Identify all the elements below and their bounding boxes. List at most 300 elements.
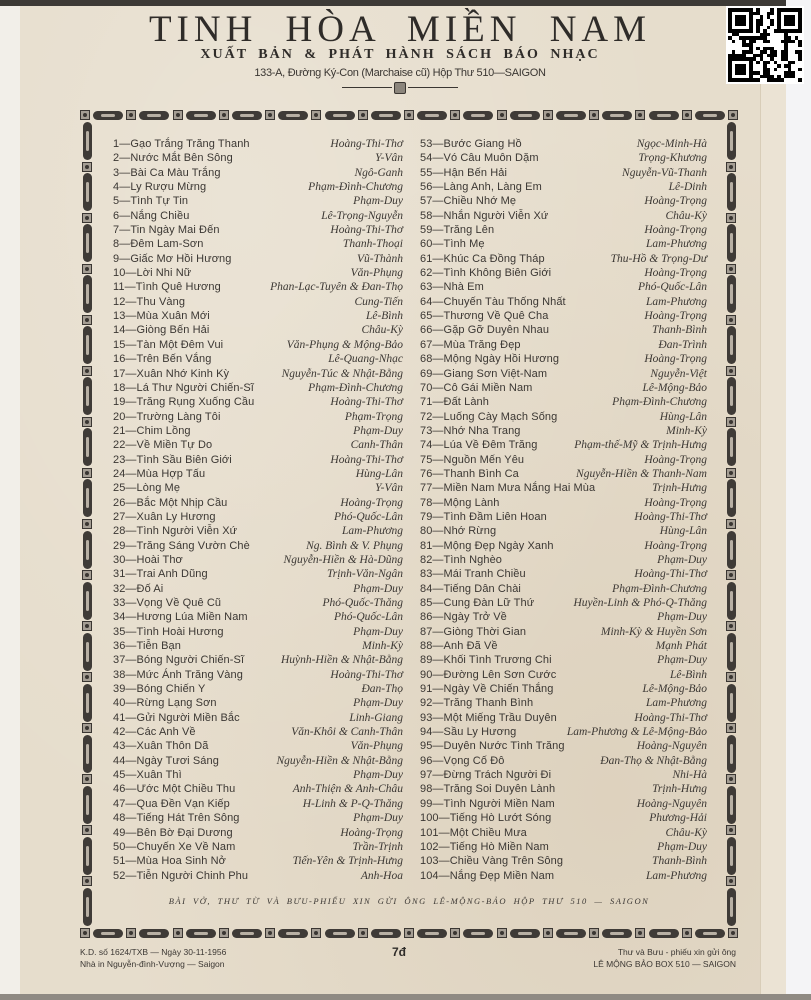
song-author: Hoàng-Thi-Thơ	[634, 510, 707, 523]
song-entry	[420, 697, 707, 711]
song-entry	[420, 827, 707, 841]
song-entry	[113, 253, 403, 267]
song-author: Mạnh Phát	[655, 640, 707, 653]
song-author: Lê-Mộng-Bảo	[642, 683, 707, 696]
song-author: Hoàng-Thi-Thơ	[634, 568, 707, 581]
song-author: Thanh-Bình	[652, 324, 707, 337]
song-author: Hoàng-Trọng	[644, 539, 707, 552]
song-title: 58—Nhắn Người Viễn Xứ	[420, 209, 549, 222]
song-title: 22—Về Miền Tự Do	[113, 439, 213, 452]
song-title: 92—Trăng Thanh Bình	[420, 697, 534, 710]
song-entry	[420, 468, 707, 482]
song-title: 31—Trai Anh Dũng	[113, 568, 208, 581]
song-title: 70—Cô Gái Miền Nam	[420, 381, 533, 394]
song-title: 47—Qua Đền Vạn Kiếp	[113, 797, 230, 810]
song-entry	[113, 339, 403, 353]
song-author: Trọng-Khương	[638, 152, 707, 165]
song-title: 29—Trăng Sáng Vườn Chè	[113, 539, 250, 552]
song-title: 40—Rừng Lạng Sơn	[113, 697, 217, 710]
song-title: 9—Giấc Mơ Hồi Hương	[113, 252, 232, 265]
song-title: 19—Trăng Rụng Xuống Cầu	[113, 396, 255, 409]
song-author: Phó-Quốc-Lân	[638, 281, 707, 294]
song-author: Châu-Kỳ	[665, 826, 707, 839]
song-author: Lê-Trọng-Nguyễn	[321, 209, 403, 222]
song-entry	[113, 482, 403, 496]
ornament-divider-icon	[342, 82, 458, 94]
song-entry	[113, 783, 403, 797]
song-list-left	[113, 138, 403, 884]
song-title: 88—Anh Đã Về	[420, 640, 498, 653]
song-author: Lê-Mộng-Bảo	[642, 381, 707, 394]
song-author: Hoàng-Thi-Thơ	[634, 711, 707, 724]
song-entry	[113, 138, 403, 152]
song-author: Trần-Trịnh	[352, 840, 403, 853]
song-title: 50—Chuyến Xe Về Nam	[113, 840, 236, 853]
song-title: 14—Giòng Bến Hải	[113, 324, 210, 337]
chain-border-left	[80, 122, 94, 926]
song-author: Phạm-Đình-Chương	[308, 181, 403, 194]
song-author: Hoàng-Thi-Thơ	[330, 138, 403, 150]
song-title: 96—Vọng Cố Đô	[420, 754, 505, 767]
song-author: Phó-Quốc-Lân	[334, 611, 403, 624]
song-entry	[113, 439, 403, 453]
contact-line-2: LÊ MỘNG BẢO BOX 510 — SAIGON	[593, 959, 736, 969]
song-author: Hoàng-Nguyên	[636, 797, 707, 810]
song-title: 1—Gạo Trắng Trăng Thanh	[113, 138, 250, 150]
song-entry	[420, 181, 707, 195]
song-title: 100—Tiếng Hò Lướt Sóng	[420, 812, 552, 825]
song-entry	[113, 181, 403, 195]
song-author: Phạm-Trọng	[344, 410, 403, 423]
song-title: 38—Mức Ánh Trăng Vàng	[113, 668, 243, 681]
song-title: 83—Mái Tranh Chiều	[420, 568, 526, 581]
song-entry	[420, 597, 707, 611]
song-title: 37—Bóng Người Chiến-Sĩ	[113, 654, 245, 667]
song-entry	[113, 755, 403, 769]
song-title: 69—Giang Sơn Việt-Nam	[420, 367, 548, 380]
song-title: 102—Tiếng Hò Miền Nam	[420, 840, 549, 853]
song-author: Hùng-Lân	[659, 410, 707, 423]
song-title: 23—Tình Sầu Biên Giới	[113, 453, 232, 466]
imprint-printer: Nhà in Nguyễn-đình-Vượng — Saigon	[80, 959, 225, 969]
song-title: 45—Xuân Thì	[113, 769, 182, 782]
song-title: 5—Tình Tự Tin	[113, 195, 189, 208]
song-author: Nguyễn-Túc & Nhật-Bằng	[281, 367, 403, 380]
song-author: Phạm-Duy	[657, 654, 707, 667]
song-title: 10—Lời Nhi Nữ	[113, 267, 192, 280]
song-title: 41—Gửi Người Miền Bắc	[113, 711, 240, 724]
song-title: 81—Mộng Đẹp Ngày Xanh	[420, 539, 554, 552]
song-author: Lê-Bình	[669, 668, 707, 681]
song-title: 36—Tiễn Bạn	[113, 640, 181, 653]
song-author: Phan-Lạc-Tuyên & Đan-Thọ	[270, 281, 403, 294]
song-title: 62—Tình Không Biên Giới	[420, 267, 552, 280]
song-title: 101—Một Chiều Mưa	[420, 826, 527, 839]
song-entry	[113, 669, 403, 683]
song-title: 61—Khúc Ca Đồng Tháp	[420, 252, 545, 265]
song-entry	[113, 224, 403, 238]
song-entry	[113, 568, 403, 582]
song-entry	[113, 152, 403, 166]
publisher-subtitle: XUẤT BẢN & PHÁT HÀNH SÁCH BÁO NHẠC	[200, 47, 600, 62]
chain-border-top	[80, 108, 738, 122]
song-title: 84—Tiếng Dân Chài	[420, 582, 521, 595]
song-author: Ngô-Ganh	[354, 166, 403, 179]
song-title: 74—Lúa Về Đêm Trăng	[420, 439, 538, 452]
song-author: Linh-Giang	[349, 711, 403, 724]
song-entry	[420, 253, 707, 267]
song-author: Nguyễn-Hiền & Hà-Dũng	[283, 553, 403, 566]
song-entry	[420, 870, 707, 884]
song-author: Lê-Bình	[365, 310, 403, 323]
song-entry	[113, 827, 403, 841]
song-author: Hoàng-Trọng	[644, 224, 707, 237]
song-entry	[420, 654, 707, 668]
song-author: Phó-Quốc-Thăng	[322, 597, 403, 609]
song-entry	[113, 654, 403, 668]
song-entry	[113, 841, 403, 855]
song-entry	[420, 267, 707, 281]
song-entry	[420, 310, 707, 324]
song-title: 16—Trên Bến Vắng	[113, 353, 212, 366]
song-title: 18—Lá Thư Người Chiến-Sĩ	[113, 381, 254, 394]
publisher-title: TINH HÒA MIỀN NAM	[148, 9, 652, 50]
song-author: Huyền-Linh & Phó-Q-Thăng	[573, 597, 707, 609]
song-title: 71—Đất Lành	[420, 396, 489, 409]
song-entry	[113, 611, 403, 625]
song-author: Lam-Phương	[646, 869, 707, 882]
song-title: 89—Khối Tình Trương Chi	[420, 654, 552, 667]
song-title: 30—Hoài Thơ	[113, 553, 183, 566]
song-title: 12—Thu Vàng	[113, 295, 186, 308]
song-title: 43—Xuân Thôn Dã	[113, 740, 209, 753]
song-entry	[420, 712, 707, 726]
song-entry	[420, 669, 707, 683]
song-title: 104—Nắng Đẹp Miền Nam	[420, 869, 555, 882]
song-author: Châu-Kỳ	[361, 324, 403, 337]
song-author: Thanh-Bình	[652, 855, 707, 868]
song-entry	[420, 454, 707, 468]
song-title: 90—Đường Lên Sơn Cước	[420, 668, 557, 681]
song-title: 76—Thanh Bình Ca	[420, 467, 519, 480]
song-author: Lam-Phương	[342, 525, 403, 538]
song-author: Minh-Kỳ	[362, 640, 403, 653]
song-entry	[420, 525, 707, 539]
song-author: Lam-Phương	[646, 697, 707, 710]
song-title: 82—Tình Nghèo	[420, 553, 503, 566]
song-title: 52—Tiễn Người Chinh Phu	[113, 869, 249, 882]
song-author: Minh-Kỳ & Huyền Sơn	[600, 625, 707, 638]
imprint	[80, 946, 226, 970]
song-title: 60—Tình Mẹ	[420, 238, 485, 251]
submission-note: BÀI VỞ, THƯ TỪ VÀ BƯU-PHIẾU XIN GỬI ÔNG LÊ-MỘNG-BẢO HỘP THƯ 510 — SAIGON	[168, 896, 650, 906]
song-author: Hoàng-Trọng	[644, 496, 707, 509]
song-entry	[113, 353, 403, 367]
song-author: Anh-Thiện & Anh-Châu	[292, 783, 403, 796]
song-title: 93—Một Miếng Trầu Duyên	[420, 711, 557, 724]
contact-info	[540, 946, 736, 970]
song-author: Phó-Quốc-Lân	[334, 510, 403, 523]
song-entry	[420, 540, 707, 554]
song-title: 28—Tình Người Viễn Xứ	[113, 525, 238, 538]
song-entry	[420, 726, 707, 740]
chain-border-right	[724, 122, 738, 926]
song-entry	[420, 138, 707, 152]
page-edge-flap	[760, 6, 787, 994]
song-title: 32—Đố Ai	[113, 582, 164, 595]
song-title: 86—Ngày Trở Về	[420, 611, 507, 624]
song-author: Nguyễn-Hiền & Nhật-Bằng	[276, 754, 403, 767]
song-title: 20—Trường Làng Tôi	[113, 410, 221, 423]
song-author: Văn-Phụng	[350, 740, 403, 753]
song-title: 55—Hận Bến Hải	[420, 166, 508, 179]
song-author: Phạm-thế-Mỹ & Trịnh-Hưng	[574, 439, 707, 452]
song-title: 77—Miền Nam Mưa Nắng Hai Mùa	[420, 482, 596, 495]
song-title: 103—Chiều Vàng Trên Sông	[420, 855, 564, 868]
song-author: Văn-Phụng	[350, 267, 403, 280]
song-entry	[113, 396, 403, 410]
song-author: Phạm-Duy	[353, 812, 403, 825]
song-entry	[420, 583, 707, 597]
song-entry	[113, 324, 403, 338]
song-entry	[420, 382, 707, 396]
song-author: H-Linh & P-Q-Thăng	[302, 797, 403, 810]
song-title: 78—Mộng Lành	[420, 496, 500, 509]
song-entry	[113, 382, 403, 396]
song-author: Hoàng-Trọng	[644, 195, 707, 208]
song-entry	[420, 783, 707, 797]
song-entry	[113, 640, 403, 654]
song-entry	[420, 210, 707, 224]
song-author: Phạm-Duy	[353, 195, 403, 208]
song-author: Phạm-Duy	[657, 553, 707, 566]
song-entry	[113, 310, 403, 324]
song-author: Hoàng-Nguyên	[636, 740, 707, 753]
song-entry	[420, 740, 707, 754]
song-entry	[113, 497, 403, 511]
song-author: Phạm-Duy	[353, 582, 403, 595]
song-title: 59—Trăng Lên	[420, 224, 495, 237]
song-title: 75—Nguồn Mến Yêu	[420, 453, 525, 466]
song-title: 72—Luống Cày Mạch Sống	[420, 410, 558, 423]
song-title: 95—Duyên Nước Tình Trăng	[420, 740, 565, 753]
song-author: Hoàng-Trọng	[644, 267, 707, 280]
song-entry	[113, 597, 403, 611]
song-author: Hùng-Lân	[659, 525, 707, 538]
song-title: 13—Mùa Xuân Mới	[113, 310, 210, 323]
song-author: Phạm-Đình-Chương	[612, 582, 707, 595]
song-title: 94—Sầu Ly Hương	[420, 726, 517, 739]
song-title: 63—Nhà Em	[420, 281, 484, 294]
song-author: Thanh-Thoại	[342, 238, 403, 251]
song-entry	[113, 726, 403, 740]
publisher-address: 133-A, Đường Ký-Con (Marchaise cũ) Hộp Thư 510—SAIGON	[254, 67, 546, 79]
song-entry	[420, 368, 707, 382]
song-entry	[420, 841, 707, 855]
song-title: 35—Tình Hoài Hương	[113, 625, 224, 638]
song-author: Trịnh-Văn-Ngân	[326, 568, 403, 581]
song-title: 27—Xuân Ly Hương	[113, 510, 216, 523]
song-entry	[113, 683, 403, 697]
song-author: Hùng-Lân	[355, 467, 403, 480]
song-author: Trịnh-Hưng	[652, 783, 707, 796]
song-title: 97—Đừng Trách Người Đi	[420, 769, 552, 782]
song-author: Trịnh-Hưng	[652, 482, 707, 495]
song-author: Canh-Thân	[350, 439, 403, 452]
imprint-license: K.D. số 1624/TXB — Ngày 30-11-1956	[80, 947, 227, 957]
song-title: 7—Tin Ngày Mai Đến	[113, 224, 220, 237]
song-entry	[113, 583, 403, 597]
song-title: 85—Cung Đàn Lữ Thứ	[420, 597, 535, 609]
song-title: 80—Nhớ Rừng	[420, 525, 497, 538]
song-author: Nguyễn-Vũ-Thanh	[622, 166, 707, 179]
song-entry	[113, 368, 403, 382]
song-author: Phạm-Đình-Chương	[612, 396, 707, 409]
song-author: Phạm-Duy	[353, 769, 403, 782]
song-entry	[420, 511, 707, 525]
song-author: Lam-Phương & Lê-Mộng-Bảo	[566, 726, 707, 739]
song-author: Hoàng-Thi-Thơ	[330, 224, 403, 237]
song-author: Anh-Hoa	[360, 869, 403, 882]
song-title: 39—Bóng Chiến Y	[113, 683, 206, 696]
song-entry	[420, 769, 707, 783]
song-entry	[420, 568, 707, 582]
song-author: Minh-Kỳ	[666, 424, 707, 437]
song-entry	[420, 554, 707, 568]
song-entry	[113, 511, 403, 525]
song-author: Ng. Bình & V. Phụng	[306, 539, 403, 552]
song-entry	[113, 798, 403, 812]
song-author: Thu-Hồ & Trọng-Dư	[610, 252, 707, 265]
song-entry	[113, 238, 403, 252]
song-author: Phương-Hải	[649, 812, 707, 825]
song-title: 21—Chim Lồng	[113, 424, 191, 437]
song-author: Lê-Dinh	[668, 181, 707, 194]
bottom-edge	[0, 994, 811, 1000]
song-entry	[420, 411, 707, 425]
song-author: Hoàng-Trọng	[644, 310, 707, 323]
song-entry	[420, 224, 707, 238]
song-entry	[420, 353, 707, 367]
song-title: 25—Lòng Mẹ	[113, 482, 181, 495]
song-title: 48—Tiếng Hát Trên Sông	[113, 812, 240, 825]
song-title: 65—Thương Về Quê Cha	[420, 310, 549, 323]
song-author: Lê-Quang-Nhạc	[328, 353, 403, 366]
song-author: Hoàng-Thi-Thơ	[330, 668, 403, 681]
song-title: 68—Mộng Ngày Hồi Hương	[420, 353, 560, 366]
song-entry	[420, 296, 707, 310]
song-author: Hoàng-Trọng	[644, 453, 707, 466]
song-title: 64—Chuyến Tàu Thống Nhất	[420, 295, 566, 308]
song-author: Phạm-Duy	[353, 625, 403, 638]
song-entry	[420, 683, 707, 697]
song-author: Phạm-Duy	[657, 840, 707, 853]
song-author: Y-Vân	[375, 482, 403, 495]
song-author: Văn-Phụng & Mộng-Bảo	[286, 338, 403, 351]
song-entry	[113, 454, 403, 468]
qr-code-icon	[726, 6, 804, 84]
song-title: 73—Nhớ Nha Trang	[420, 424, 521, 437]
song-title: 17—Xuân Nhớ Kinh Kỳ	[113, 367, 230, 380]
song-title: 24—Mùa Hợp Tấu	[113, 467, 206, 480]
song-title: 46—Ước Một Chiều Thu	[113, 783, 236, 796]
song-entry	[420, 640, 707, 654]
song-entry	[113, 554, 403, 568]
song-title: 42—Các Anh Về	[113, 726, 196, 739]
song-entry	[113, 740, 403, 754]
song-title: 54—Vó Câu Muôn Dặm	[420, 152, 539, 165]
song-title: 99—Tình Người Miền Nam	[420, 797, 555, 810]
song-title: 6—Nắng Chiều	[113, 209, 190, 222]
song-title: 8—Đêm Lam-Sơn	[113, 238, 204, 251]
song-title: 67—Mùa Trăng Đẹp	[420, 338, 521, 351]
song-author: Nguyễn-Hiền & Thanh-Nam	[576, 467, 707, 480]
song-entry	[420, 324, 707, 338]
song-entry	[113, 540, 403, 554]
song-entry	[420, 812, 707, 826]
song-title: 49—Bên Bờ Đại Dương	[113, 826, 233, 839]
song-title: 15—Tàn Một Đêm Vui	[113, 338, 224, 351]
song-title: 4—Ly Rượu Mừng	[113, 181, 207, 194]
song-author: Hoàng-Trọng	[644, 353, 707, 366]
song-title: 44—Ngày Tươi Sáng	[113, 754, 219, 767]
song-author: Tiến-Yên & Trịnh-Hưng	[292, 855, 403, 868]
song-author: Đan-Thọ	[361, 683, 403, 696]
song-title: 3—Bài Ca Màu Trắng	[113, 166, 221, 179]
song-title: 33—Vọng Về Quê Cũ	[113, 597, 222, 609]
song-author: Nguyễn-Việt	[650, 367, 707, 380]
song-author: Phạm-Đình-Chương	[308, 381, 403, 394]
song-entry	[113, 210, 403, 224]
song-entry	[113, 296, 403, 310]
song-entry	[420, 195, 707, 209]
song-author: Châu-Kỳ	[665, 209, 707, 222]
song-entry	[420, 152, 707, 166]
song-author: Đan-Thọ & Nhật-Bằng	[600, 754, 707, 767]
background-margin	[786, 0, 811, 1000]
song-title: 87—Giòng Thời Gian	[420, 625, 527, 638]
song-entry	[113, 425, 403, 439]
song-author: Huỳnh-Hiền & Nhật-Bằng	[280, 654, 403, 667]
song-author: Phạm-Duy	[353, 697, 403, 710]
song-entry	[420, 439, 707, 453]
song-entry	[113, 712, 403, 726]
song-entry	[113, 769, 403, 783]
song-entry	[420, 626, 707, 640]
song-entry	[113, 626, 403, 640]
song-entry	[113, 281, 403, 295]
song-author: Hoàng-Thi-Thơ	[330, 453, 403, 466]
song-author: Hoàng-Trọng	[340, 496, 403, 509]
song-title: 2—Nước Mắt Bên Sông	[113, 152, 233, 165]
song-author: Ngọc-Minh-Hà	[636, 138, 707, 150]
song-entry	[420, 281, 707, 295]
song-entry	[113, 870, 403, 884]
song-author: Nhi-Hà	[672, 769, 707, 782]
song-entry	[113, 195, 403, 209]
song-title: 98—Trăng Soi Duyên Lành	[420, 783, 556, 796]
song-entry	[113, 167, 403, 181]
song-entry	[420, 396, 707, 410]
song-author: Hoàng-Trọng	[340, 826, 403, 839]
song-author: Hoàng-Thi-Thơ	[330, 396, 403, 409]
song-title: 26—Bắc Một Nhịp Cầu	[113, 496, 228, 509]
song-title: 66—Gặp Gỡ Duyên Nhau	[420, 324, 550, 337]
song-entry	[113, 812, 403, 826]
song-author: Đan-Trình	[658, 338, 707, 351]
song-author: Vũ-Thành	[357, 252, 403, 265]
song-entry	[420, 497, 707, 511]
